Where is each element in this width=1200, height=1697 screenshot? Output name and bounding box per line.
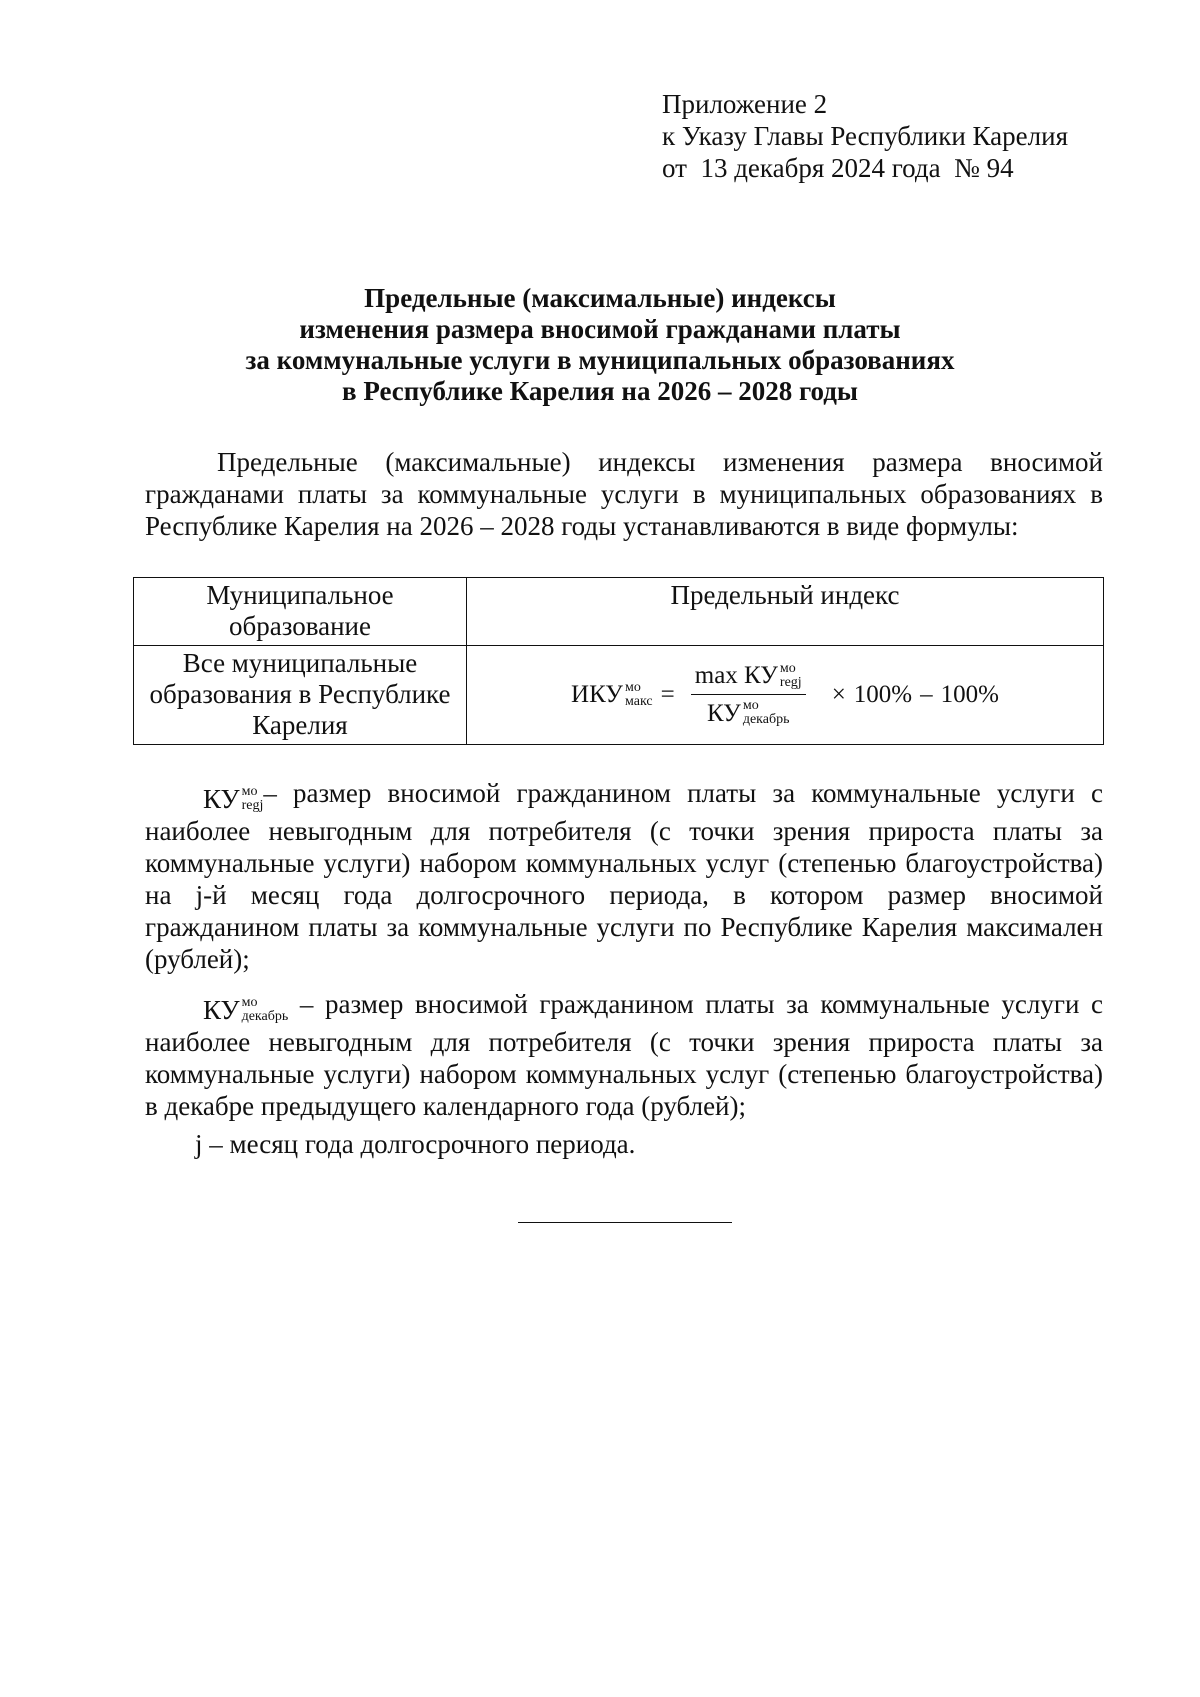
index-formula — [571, 662, 999, 728]
cell-formula — [467, 646, 1104, 745]
formula-minus: – — [920, 681, 933, 708]
appendix-line-3: от 13 декабря 2024 года № 94 — [662, 153, 1014, 183]
definition-2 — [145, 988, 1103, 1122]
intro-paragraph: Предельные (максимальные) индексы изменения размера вносимой гражданами платы за коммунальные услуги в муниципальных образованиях в Республике Карелия на 2026 – 2028 годы устанавливаются в виде формулы: — [145, 447, 1103, 541]
formula-times: × — [831, 681, 846, 708]
formula-pct-2: 100% — [940, 681, 999, 708]
table-header-row — [134, 578, 1104, 646]
closing-rule — [518, 1222, 732, 1223]
formula-lhs — [571, 681, 653, 709]
title-line-2: изменения размера вносимой гражданами платы — [299, 314, 901, 344]
table-row — [134, 646, 1104, 745]
formula-denominator — [703, 695, 794, 727]
appendix-line-2: к Указу Главы Республики Карелия — [662, 121, 1068, 151]
formula-num-base: max КУ — [694, 662, 778, 690]
definition-2-body — [145, 988, 1103, 1122]
definition-1-indices — [242, 785, 264, 813]
definition-2-indices — [242, 996, 289, 1024]
definition-3: j – месяц года долгосрочного периода. — [195, 1129, 636, 1159]
formula-num-indices — [780, 662, 802, 690]
definition-2-sub: декабрь — [241, 1009, 289, 1024]
appendix-line-1: Приложение 2 — [662, 89, 828, 119]
definition-1-body — [145, 777, 1103, 975]
title-line-3: за коммунальные услуги в муниципальных образованиях — [245, 345, 955, 375]
formula-den-base: КУ — [706, 699, 741, 727]
formula-equals: = — [660, 681, 675, 708]
formula-fraction — [691, 662, 806, 728]
header-limit-index: Предельный индекс — [467, 578, 1104, 646]
formula-den-sub: декабрь — [742, 712, 790, 728]
formula-lhs-sub: макс — [624, 693, 653, 709]
formula-lhs-indices — [625, 681, 653, 709]
title-line-1: Предельные (максимальные) индексы — [364, 283, 836, 313]
cell-municipality: Все муниципальные образования в Республике Карелия — [134, 646, 467, 745]
definition-2-base: КУ — [203, 995, 240, 1025]
formula-pct-1: 100% — [853, 681, 913, 708]
formula-lhs-sup: мо — [624, 679, 641, 695]
formula-numerator — [691, 662, 806, 694]
formula-den-sup: мо — [742, 698, 759, 714]
definition-2-term — [203, 994, 288, 1026]
definition-1-term — [203, 783, 263, 815]
definition-1-text: – размер вносимой гражданином платы за коммунальные услуги с наиболее невыгодным для потребителя (с точки зрения прироста платы за коммунальные услуги) набором коммунальных услуг (степенью благоустройства) на j-й месяц года долгосрочного периода, в котором размер вносимой гражданином платы за коммунальные услуги по Республике Карелия максимален (рублей); — [145, 778, 1103, 974]
formula-den-indices — [743, 699, 790, 727]
formula-num-sub: regj — [779, 674, 802, 690]
definition-1-sup: мо — [241, 784, 258, 799]
index-table — [133, 577, 1104, 745]
appendix-header — [662, 88, 1068, 184]
header-municipality: Муниципальное образование — [134, 578, 467, 646]
definition-1 — [145, 777, 1103, 975]
definition-1-sub: regj — [241, 798, 264, 813]
formula-lhs-base: ИКУ — [571, 681, 623, 708]
definition-2-text: – размер вносимой гражданином платы за коммунальные услуги с наиболее невыгодным для потребителя (с точки зрения прироста платы за коммунальные услуги) набором коммунальных услуг (степенью благоустройства) в декабре предыдущего календарного года (рублей); — [145, 989, 1103, 1121]
definition-1-base: КУ — [203, 784, 240, 814]
document-title — [140, 283, 1060, 407]
definition-2-sup: мо — [241, 995, 258, 1010]
title-line-4: в Республике Карелия на 2026 – 2028 годы — [341, 376, 858, 406]
formula-num-sup: мо — [779, 660, 796, 676]
